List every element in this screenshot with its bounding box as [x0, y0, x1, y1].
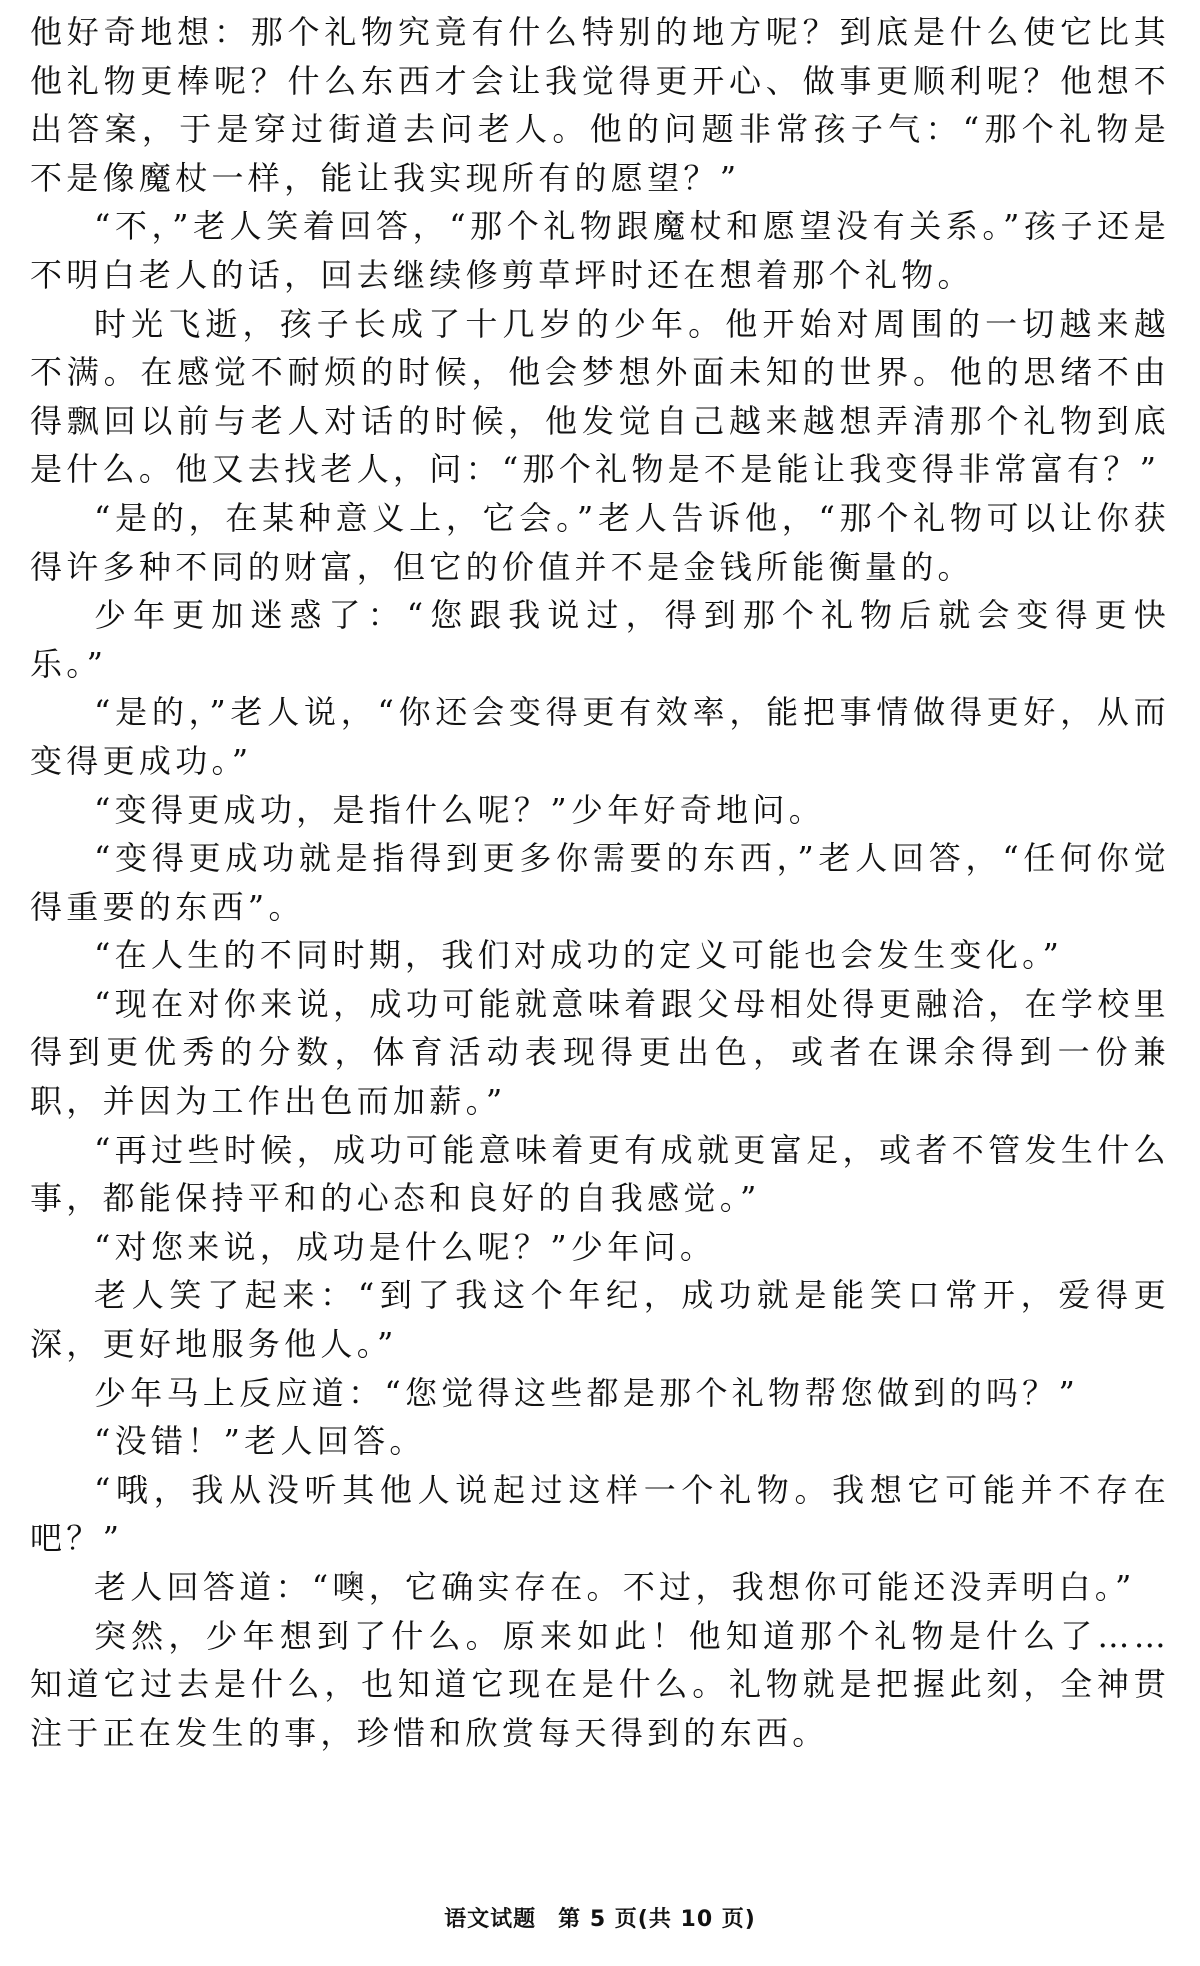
paragraph-18: 突然，少年想到了什么。原来如此！他知道那个礼物是什么了……知道它过去是什么，也知道它现在是什么。礼物就是把握此刻，全神贯注于正在发生的事，珍惜和欣赏每天得到的东西。: [30, 1616, 1170, 1752]
paragraph-8: “变得更成功就是指得到更多你需要的东西，”老人回答，“任何你觉得重要的东西”。: [30, 839, 1170, 926]
paragraph-9: “在人生的不同时期，我们对成功的定义可能也会发生变化。”: [94, 936, 1064, 975]
paragraph-14: 少年马上反应道：“您觉得这些都是那个礼物帮您做到的吗？”: [94, 1373, 1080, 1412]
paragraph-17: 老人回答道：“噢，它确实存在。不过，我想你可能还没弄明白。”: [94, 1568, 1136, 1606]
paragraph-4: “是的，在某种意义上，它会。”老人告诉他，“那个礼物可以让你获得许多种不同的财富，但它的价值并不是金钱所能衡量的。: [30, 498, 1170, 586]
footer-subject: 语文试题: [444, 1907, 537, 1932]
paragraph-7: “变得更成功，是指什么呢？”少年好奇地问。: [94, 790, 826, 829]
paragraph-1: 他好奇地想：那个礼物究竟有什么特别的地方呢？到底是什么使它比其他礼物更棒呢？什么东西才会让我觉得更开心、做事更顺利呢？他想不出答案，于是穿过街道去问老人。他的问题非常孩子气：“那个礼物是不是像魔杖一样，能让我实现所有的愿望？”: [30, 13, 1170, 197]
page-footer: [0, 1902, 1200, 1933]
paragraph-12: “对您来说，成功是什么呢？”少年问。: [94, 1227, 717, 1266]
paragraph-15: “没错！”老人回答。: [94, 1422, 426, 1461]
paragraph-11: “再过些时候，成功可能意味着更有成就更富足，或者不管发生什么事，都能保持平和的心态和良好的自我感觉。”: [30, 1130, 1170, 1218]
paragraph-13: 老人笑了起来：“到了我这个年纪，成功就是能笑口常开，爱得更深，更好地服务他人。”: [30, 1276, 1170, 1364]
footer-page-number: 第 5 页(共 10 页): [558, 1907, 756, 1932]
paragraph-10: “现在对你来说，成功可能就意味着跟父母相处得更融洽，在学校里得到更优秀的分数，体育活动表现得更出色，或者在课余得到一份兼职，并因为工作出色而加薪。”: [30, 984, 1170, 1121]
paragraph-5: 少年更加迷惑了：“您跟我说过，得到那个礼物后就会变得更快乐。”: [30, 596, 1170, 683]
document-body: [30, 8, 1170, 1757]
paragraph-3: 时光飞逝，孩子长成了十几岁的少年。他开始对周围的一切越来越不满。在感觉不耐烦的时候，他会梦想外面未知的世界。他的思绪不由得飘回以前与老人对话的时候，他发觉自己越来越想弄清那个礼物到底是什么。他又去找老人，问：“那个礼物是不是能让我变得非常富有？”: [30, 304, 1170, 489]
paragraph-16: “哦，我从没听其他人说起过这样一个礼物。我想它可能并不存在吧？”: [30, 1470, 1170, 1558]
paragraph-2: “不，”老人笑着回答，“那个礼物跟魔杖和愿望没有关系。”孩子还是不明白老人的话，回去继续修剪草坪时还在想着那个礼物。: [30, 207, 1170, 294]
paragraph-6: “是的，”老人说，“你还会变得更有效率，能把事情做得更好，从而变得更成功。”: [30, 693, 1170, 780]
